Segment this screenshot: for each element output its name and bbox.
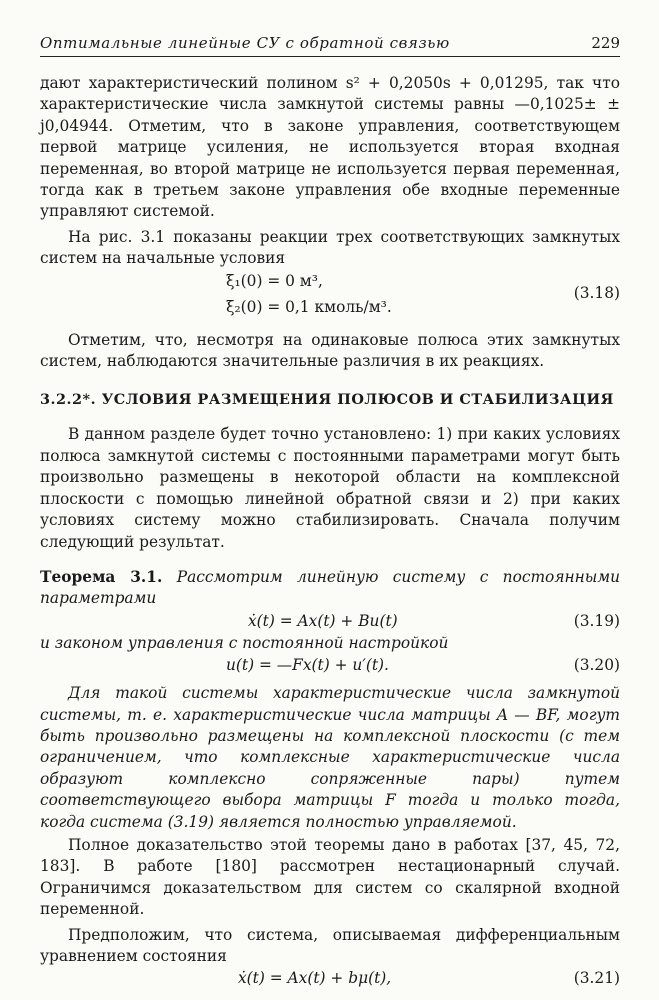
equation-3-20-formula: u(t) = —Fx(t) + u′(t). (226, 656, 389, 675)
equation-3-18 (40, 270, 620, 318)
equation-3-18-number: (3.18) (573, 283, 620, 302)
theorem-text-2: и законом управления с постоянной настройкой (40, 633, 449, 652)
theorem-text-3: Для такой системы характеристические числа замкнутой системы, т. е. характеристические числа матрицы A — BF, могут быть произвольно размещены на комплексной плоскости (с тем ограничением, что комплексные характеристические числа образуют комплексно сопряженные пары) путем соответствующего выбора матрицы F тогда и только тогда, когда система (3.19) является полностью управляемой. (40, 684, 620, 831)
theorem-label: Теорема 3.1. (40, 567, 163, 586)
paragraph-3: Отметим, что, несмотря на одинаковые полюса этих замкнутых систем, наблюдаются значительные различия в их реакциях. (40, 330, 620, 371)
paragraph-6: Предположим, что система, описываемая дифференциальным уравнением состояния (40, 925, 620, 965)
paragraph-1: дают характеристический полином s² + 0,2050s + 0,01295, так что характеристические числа замкнутой системы равны —0,1025± ± j0,04944. Отметим, что в законе управления, соответствующем первой матрице усиления, не используется вторая входная переменная, во второй матрице не используется первая переменная, тогда как в третьем законе управления обе входные переменные управляют системой. (40, 74, 620, 221)
equation-3-18-line-1: ξ₁(0) = 0 м³, (226, 271, 323, 290)
paragraph-2: На рис. 3.1 показаны реакции трех соответствующих замкнутых систем на начальные условия (40, 227, 620, 268)
section-heading: 3.2.2*. УСЛОВИЯ РАЗМЕЩЕНИЯ ПОЛЮСОВ И СТАБИЛИЗАЦИЯ (40, 391, 614, 409)
equation-3-19-number: (3.19) (573, 611, 620, 630)
paragraph-4: В данном разделе будет точно установлено: 1) при каких условиях полюса замкнутой системы с постоянными параметрами могут быть произвольно размещены в некоторой области на комплексной плоскости с помощью линейной обратной связи и 2) при каких условиях систему можно стабилизировать. Сначала получим следующий результат. (40, 425, 620, 551)
equation-3-21-number: (3.21) (573, 969, 620, 988)
theorem-statement (40, 567, 620, 610)
paragraph-5: Полное доказательство этой теоремы дано в работах [37, 45, 72, 183]. В работе [180] рассмотрен нестационарный случай. Ограничимся доказательством для систем со скалярной входной переменной. (40, 835, 620, 919)
theorem-text: Рассмотрим линейную систему с постоянными параметрами (40, 567, 620, 608)
page-number: 229 (591, 34, 620, 52)
running-title: Оптимальные линейные СУ с обратной связью (40, 34, 450, 52)
equation-3-21-formula: ẋ(t) = Ax(t) + bμ(t), (238, 969, 392, 988)
equation-3-20-number: (3.20) (573, 656, 620, 675)
equation-3-20 (40, 654, 620, 677)
equation-3-21 (40, 967, 620, 990)
running-header (40, 34, 620, 57)
page (40, 34, 620, 990)
equation-3-19-formula: ẋ(t) = Ax(t) + Bu(t) (248, 611, 398, 630)
equation-3-19 (40, 610, 620, 633)
equation-3-18-line-2: ξ₂(0) = 0,1 кмоль/м³. (226, 297, 392, 316)
